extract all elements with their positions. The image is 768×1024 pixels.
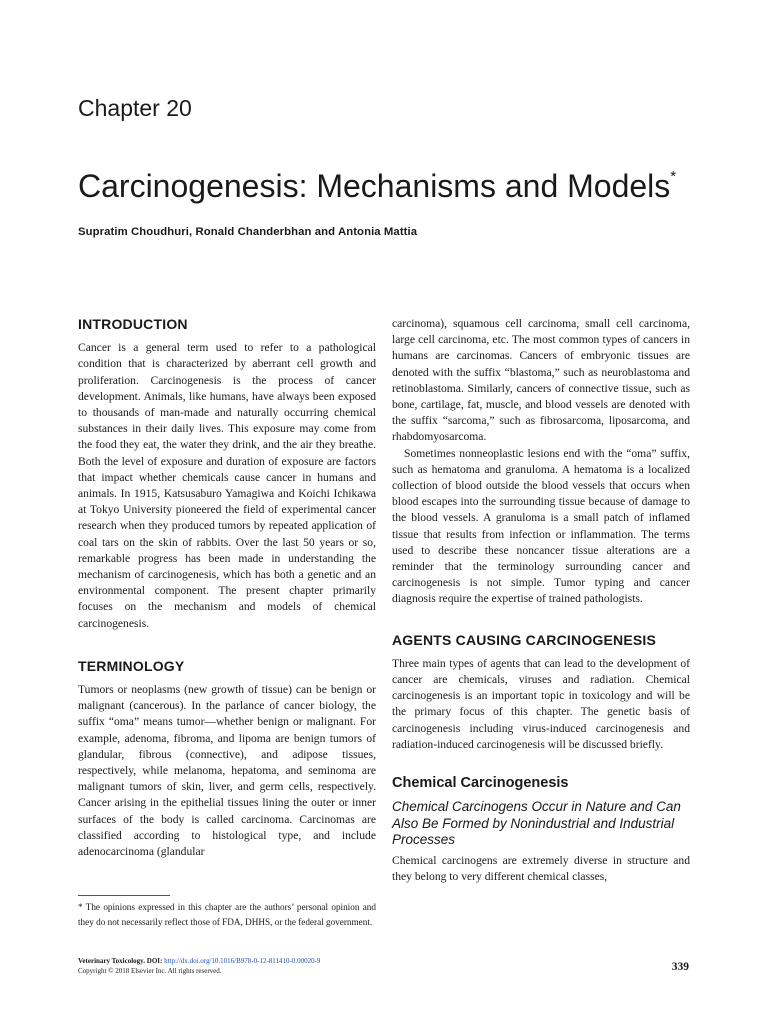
introduction-paragraph: Cancer is a general term used to refer to a pathological condition that is characterized by aberrant cell growth and proliferation. Carcinogenesis is the process of cancer development. Animals, like humans, have always been exposed to thousands of man-made and naturally occurring chemical substances in their daily lives. This exposure may come from the food they eat, the water they drink, and the air they breathe. Both the level of exposure and duration of exposure are factors that impact whether chemicals cause cancer in humans and animals. In 1915, Katsusaburo Yamagiwa and Koichi Ichikawa at Tokyo University pioneered the field of experimental cancer research when they produced tumors by repeated application of coal tars on the skin of rabbits. Over the last 50 years or so, remarkable progress has been made in understanding the mechanism of carcinogenesis, which has both a genetic and an environmental component. The present chapter primarily focuses on the mechanism and models of chemical carcinogenesis. [78, 341, 376, 630]
terminology-paragraph: Tumors or neoplasms (new growth of tissue) can be benign or malignant (cancerous). In the parlance of cancer biology, the suffix “oma” means tumor—whether benign or malignant. For example, adenoma, fibroma, and lipoma are benign tumors of glandular, fibrous (connective), and adipose tissues, respectively, while melanoma, hepatoma, and seminoma are malignant tumors of skin, liver, and germ cells, respectively. Cancer arising in the epithelial tissues lining the outer or inner surfaces of the body is called carcinoma. Carcinomas are classified according to histological type, and include adenocarcinoma (glandular [78, 683, 376, 859]
agents-heading: AGENTS CAUSING CARCINOGENESIS [392, 631, 657, 648]
footnote: * The opinions expressed in this chapter are the authors’ personal opinion and they do not necessarily reflect those of FDA, DHHS, or the federal government. [78, 902, 376, 927]
introduction-heading: INTRODUCTION [78, 316, 188, 332]
title-footnote-marker[interactable]: * [670, 168, 677, 186]
doi-link[interactable]: http://dx.doi.org/10.1016/B978-0-12-811410-0.00020-9 [164, 957, 321, 965]
terminology-heading: TERMINOLOGY [78, 657, 185, 674]
left-column [78, 316, 376, 860]
terminology-paragraph-2: Sometimes nonneoplastic lesions end with the “oma” suffix, such as hematoma and granuloma. A hematoma is a localized collection of blood outside the blood vessels that occurs when blood escapes into the surrounding tissue because of damage to the blood vessels. A granuloma is a small patch of inflamed tissue that results from infection or inflammation. The terms used to describe these noncancer tissue alterations are a reminder that the terminology surrounding cancer and carcinogenesis is not simple. Tumor typing and cancer diagnosis require the expertise of trained pathologists. [392, 446, 690, 606]
right-column [392, 316, 690, 885]
copyright-notice: Copyright © 2018 Elsevier Inc. All rights reserved. [78, 967, 222, 975]
chapter-title [78, 168, 676, 205]
book-title: Veterinary Toxicology. [78, 957, 146, 965]
doi-label: DOI: [146, 957, 163, 965]
terminology-continued-paragraph: carcinoma), squamous cell carcinoma, small cell carcinoma, large cell carcinoma, etc. The most common types of cancers in humans are carcinomas. Cancers of embryonic tissues are denoted with the suffix “blastoma,” such as neuroblastoma and retinoblastoma. Similarly, cancers of connective tissue, such as bone, cartilage, fat, muscle, and blood vessels are denoted with the suffix “sarcoma,” such as fibrosarcoma, liposarcoma, and rhabdomyosarcoma. [392, 317, 690, 444]
footnote-divider [78, 895, 170, 896]
chemical-carcinogens-paragraph: Chemical carcinogens are extremely diverse in structure and they belong to very different chemical classes, [392, 853, 690, 883]
chapter-label: Chapter 20 [78, 95, 192, 121]
chapter-title-text: Carcinogenesis: Mechanisms and Models [78, 168, 671, 204]
citation-line [78, 956, 320, 966]
author-list: Supratim Choudhuri, Ronald Chanderbhan and Antonia Mattia [78, 226, 418, 238]
chemical-carcinogenesis-heading: Chemical Carcinogenesis [392, 775, 569, 792]
agents-paragraph: Three main types of agents that can lead to the development of cancer are chemicals, viruses and radiation. Chemical carcinogenesis is an important topic in toxicology and will be the primary focus of this chapter. The genetic basis of carcinogenesis including virus-induced carcinogenesis and radiation-induced carcinogenesis will be discussed briefly. [392, 656, 690, 751]
page-number: 339 [671, 961, 689, 973]
chemical-carcinogens-subheading: Chemical Carcinogens Occur in Nature and Can Also Be Formed by Nonindustrial and Industrial Processes [392, 799, 681, 848]
